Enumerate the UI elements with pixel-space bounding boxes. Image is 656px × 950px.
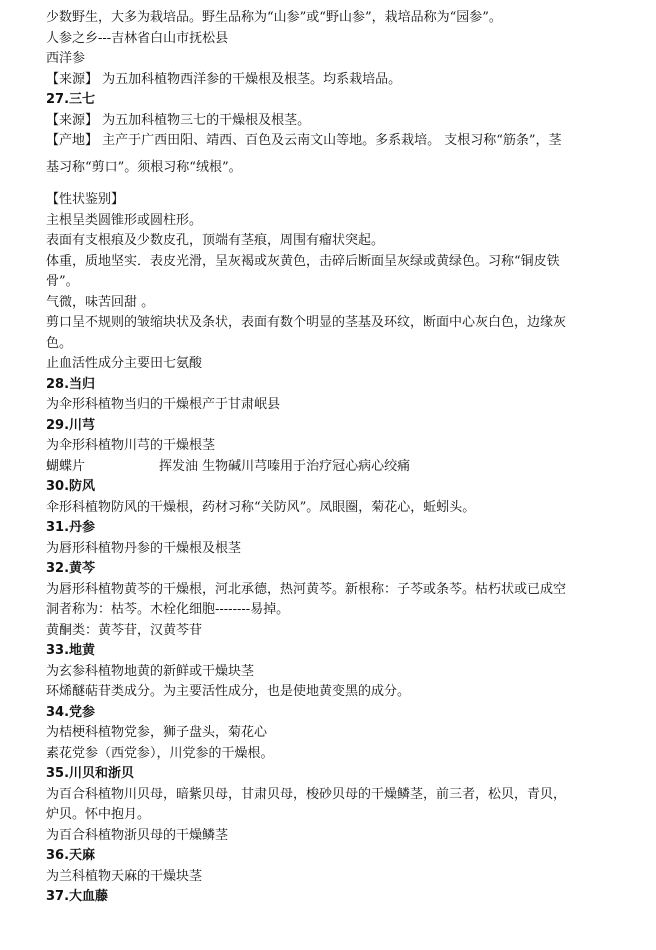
text-line: 体重，质地坚实．表皮光滑，呈灰褐或灰黄色，击碎后断面呈灰绿或黄绿色。习称“铜皮铁 bbox=[46, 253, 560, 269]
text-line: 为伞形科植物川芎的干燥根茎 bbox=[46, 438, 216, 453]
text-fragment: 蝴蝶片 bbox=[46, 458, 86, 474]
section-heading-30: 30.防风 bbox=[46, 479, 96, 494]
text-line: 为唇形科植物黄芩的干燥根，河北承德，热河黄芩。新根称：子芩或条芩。枯朽状或已成空 bbox=[46, 581, 567, 597]
text-line: 骨”。 bbox=[46, 274, 79, 289]
section-heading-36: 36.天麻 bbox=[46, 848, 96, 863]
document-page bbox=[46, 8, 636, 908]
text-line: 【性状鉴别】 bbox=[46, 192, 125, 207]
text-line: 为百合科植物川贝母，暗紫贝母，甘肃贝母，梭砂贝母的干燥鳞茎，前三者，松贝，青贝， bbox=[46, 786, 567, 802]
text-line: 【来源】 为五加科植物三七的干燥根及根茎。 bbox=[46, 112, 311, 128]
section-heading-31: 31.丹参 bbox=[46, 520, 96, 535]
text-line: 炉贝。怀中抱月。 bbox=[46, 807, 151, 822]
section-heading-33: 33.地黄 bbox=[46, 643, 96, 658]
section-heading-32: 32.黄芩 bbox=[46, 561, 96, 576]
text-line: 为玄参科植物地黄的新鲜或干燥块茎 bbox=[46, 663, 255, 679]
text-line: 为桔梗科植物党参，狮子盘头，菊花心 bbox=[46, 725, 268, 740]
text-line: 为伞形科植物当归的干燥根产于甘肃岷县 bbox=[46, 397, 281, 412]
section-heading-27: 27.三七 bbox=[46, 92, 96, 107]
text-line: 黄酮类：黄芩苷，汉黄芩苷 bbox=[46, 622, 203, 638]
text-line: 西洋参 bbox=[46, 51, 86, 66]
text-line: 为百合科植物浙贝母的干燥鳞茎 bbox=[46, 827, 229, 843]
text-line: 气微，味苦回甜 。 bbox=[46, 294, 155, 310]
section-heading-34: 34.党参 bbox=[46, 704, 96, 720]
section-heading-35: 35.川贝和浙贝 bbox=[46, 766, 135, 781]
text-line: 色。 bbox=[46, 335, 73, 351]
text-fragment: 挥发油 生物碱川芎嗪用于治疗冠心病心绞痛 bbox=[159, 458, 411, 474]
section-heading-28: 28.当归 bbox=[46, 376, 96, 392]
text-line: 素花党参（西党参），川党参的干燥根。 bbox=[46, 745, 274, 761]
text-line: 伞形科植物防风的干燥根，药材习称“关防风”。凤眼圈，菊花心，蚯蚓头。 bbox=[46, 499, 476, 515]
text-line: 洞者称为：枯芩。木栓化细胞--------易掉。 bbox=[46, 602, 290, 617]
text-line: 为兰科植物天麻的干燥块茎 bbox=[46, 868, 203, 884]
text-line: 人参之乡---吉林省白山市抚松县 bbox=[46, 30, 229, 46]
text-line: 剪口呈不规则的皱缩块状及条状，表面有数个明显的茎基及环纹，断面中心灰白色，边缘灰 bbox=[46, 315, 567, 330]
text-line: 少数野生，大多为栽培品。野生品称为“山参”或“野山参”，栽培品称为“园参”。 bbox=[46, 10, 502, 25]
text-line: 止血活性成分主要田七氨酸 bbox=[46, 356, 203, 371]
text-line: 为唇形科植物丹参的干燥根及根茎 bbox=[46, 540, 242, 556]
text-line: 表面有支根痕及少数皮孔，顶端有茎痕，周围有瘤状突起。 bbox=[46, 233, 385, 248]
text-line: 【产地】 主产于广西田阳、靖西、百色及云南文山等地。多系栽培。 支根习称“筋条”，茎 bbox=[46, 133, 562, 148]
text-line: 基习称“剪口”。须根习称“绒根”。 bbox=[46, 159, 242, 175]
text-line: 主根呈类圆锥形或圆柱形。 bbox=[46, 212, 203, 228]
text-line: 环烯醚萜苷类成分。为主要活性成分，也是使地黄变黑的成分。 bbox=[46, 684, 411, 699]
section-heading-37: 37.大血藤 bbox=[46, 889, 109, 904]
text-line bbox=[46, 457, 636, 478]
section-heading-29: 29.川芎 bbox=[46, 417, 96, 433]
text-line: 【来源】 为五加科植物西洋参的干燥根及根茎。均系栽培品。 bbox=[46, 71, 402, 87]
